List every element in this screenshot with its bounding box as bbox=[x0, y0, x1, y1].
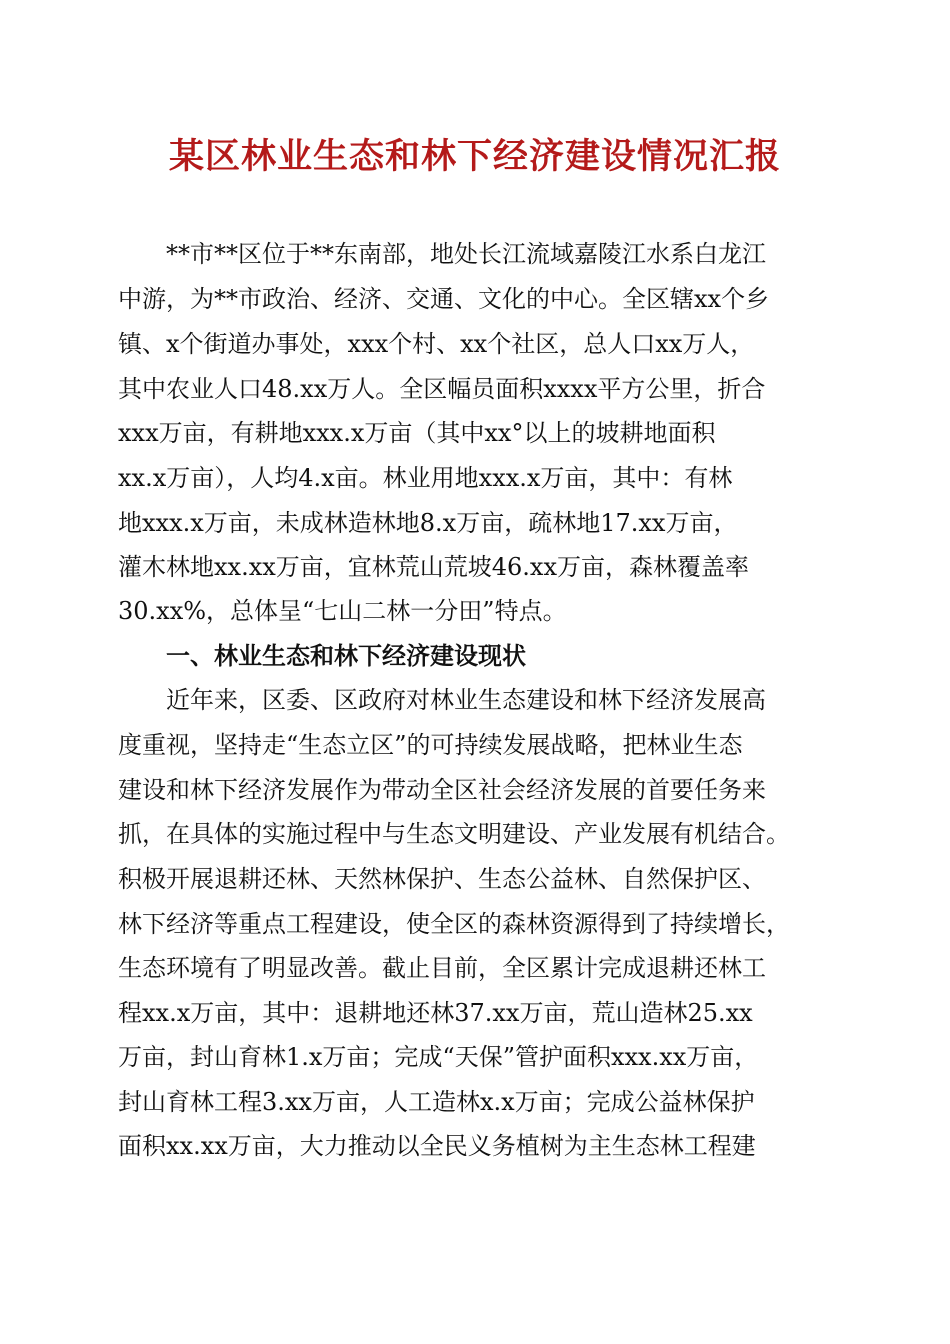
paragraph-2-line-5: 积极开展退耕还林、天然林保护、生态公益林、自然保护区、 bbox=[118, 865, 766, 893]
paragraph-1-line-3: 镇、x个街道办事处，xxx个村、xx个社区，总人口xx万人， bbox=[118, 330, 755, 358]
paragraph-2-line-4: 抓，在具体的实施过程中与生态文明建设、产业发展有机结合。 bbox=[118, 820, 790, 848]
paragraph-2-line-9: 万亩，封山育林1.x万亩；完成“天保”管护面积xxx.xx万亩， bbox=[118, 1043, 759, 1071]
section-heading-1: 一、林业生态和林下经济建设现状 bbox=[166, 642, 526, 670]
paragraph-1-line-6: xx.x万亩），人均4.x亩。林业用地xxx.x万亩，其中：有林 bbox=[118, 464, 733, 492]
paragraph-2-line-3: 建设和林下经济发展作为带动全区社会经济发展的首要任务来 bbox=[118, 776, 766, 804]
paragraph-2-line-1: 近年来，区委、区政府对林业生态建设和林下经济发展高 bbox=[166, 686, 766, 714]
paragraph-2-line-7: 生态环境有了明显改善。截止目前，全区累计完成退耕还林工 bbox=[118, 954, 766, 982]
paragraph-2-line-11: 面积xx.xx万亩，大力推动以全民义务植树为主生态林工程建 bbox=[118, 1132, 756, 1160]
paragraph-1-line-7: 地xxx.x万亩，未成林造林地8.x万亩，疏林地17.xx万亩， bbox=[118, 509, 738, 537]
paragraph-1-line-9: 30.xx%，总体呈“七山二林一分田”特点。 bbox=[118, 597, 567, 625]
paragraph-1-line-8: 灌木林地xx.xx万亩，宜林荒山荒坡46.xx万亩，森林覆盖率 bbox=[118, 553, 750, 581]
paragraph-1-line-1: **市**区位于**东南部，地处长江流域嘉陵江水系白龙江 bbox=[166, 240, 766, 268]
paragraph-2-line-8: 程xx.x万亩，其中：退耕地还林37.xx万亩，荒山造林25.xx bbox=[118, 999, 753, 1027]
paragraph-1-line-4: 其中农业人口48.xx万人。全区幅员面积xxxx平方公里，折合 bbox=[118, 375, 766, 403]
paragraph-2-line-2: 度重视，坚持走“生态立区”的可持续发展战略，把林业生态 bbox=[118, 731, 743, 759]
paragraph-2-line-6: 林下经济等重点工程建设，使全区的森林资源得到了持续增长， bbox=[118, 910, 790, 938]
paragraph-1-line-5: xxx万亩，有耕地xxx.x万亩（其中xx°以上的坡耕地面积 bbox=[118, 419, 716, 447]
document-title: 某区林业生态和林下经济建设情况汇报 bbox=[168, 136, 781, 177]
paragraph-2-line-10: 封山育林工程3.xx万亩，人工造林x.x万亩；完成公益林保护 bbox=[118, 1088, 755, 1116]
paragraph-1-line-2: 中游，为**市政治、经济、交通、文化的中心。全区辖xx个乡 bbox=[118, 285, 770, 313]
